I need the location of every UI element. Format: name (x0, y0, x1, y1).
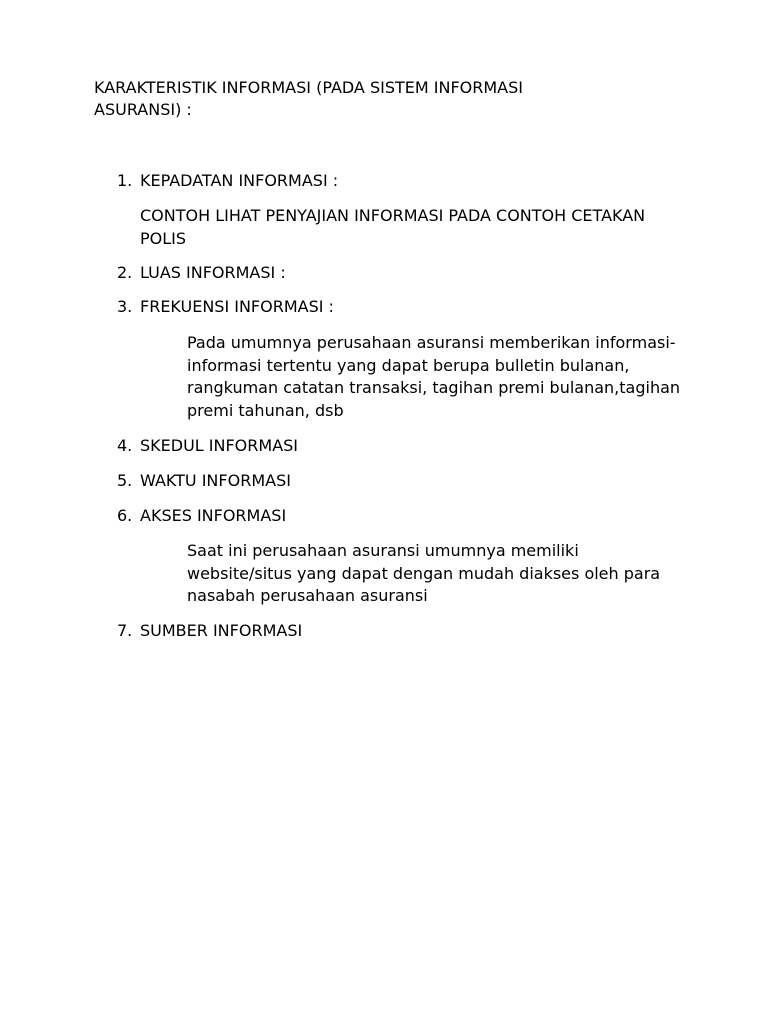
document-title: KARAKTERISTIK INFORMASI (PADA SISTEM INFORMASI ASURANSI) : (94, 78, 523, 119)
list-item-label: SKEDUL INFORMASI (140, 436, 299, 455)
list-item-kepadatan (117, 170, 338, 192)
list-item-number: 4. (117, 436, 133, 455)
list-item-number: 6. (117, 506, 133, 525)
list-item-skedul (117, 435, 298, 457)
list-item-number: 3. (117, 297, 133, 316)
list-item-label: WAKTU INFORMASI (140, 471, 291, 490)
item-note-akses: Saat ini perusahaan asuransi umumnya memiliki website/situs yang dapat dengan mudah diakses oleh para nasabah perusahaan asuransi (187, 541, 661, 605)
list-item-number: 2. (117, 263, 133, 282)
list-item-number: 5. (117, 471, 133, 490)
list-item-frekuensi (117, 296, 334, 318)
list-item-label: AKSES INFORMASI (140, 506, 287, 525)
list-item-number: 7. (117, 621, 133, 640)
item-note-frekuensi: Pada umumnya perusahaan asuransi memberikan informasi-informasi tertentu yang dapat berupa bulletin bulanan, rangkuman catatan transaksi, tagihan premi bulanan,tagihan premi tahunan, dsb (187, 333, 681, 420)
list-item-waktu (117, 470, 291, 492)
list-item-label: SUMBER INFORMASI (140, 621, 303, 640)
list-item-luas (117, 262, 286, 284)
list-item-label: KEPADATAN INFORMASI : (140, 171, 339, 190)
list-item-label: FREKUENSI INFORMASI : (140, 297, 334, 316)
list-item-label: LUAS INFORMASI : (140, 263, 286, 282)
list-item-akses (117, 505, 286, 527)
list-item-number: 1. (117, 171, 133, 190)
item-note-kepadatan: CONTOH LIHAT PENYAJIAN INFORMASI PADA CONTOH CETAKAN POLIS (140, 206, 646, 248)
list-item-sumber (117, 620, 302, 642)
